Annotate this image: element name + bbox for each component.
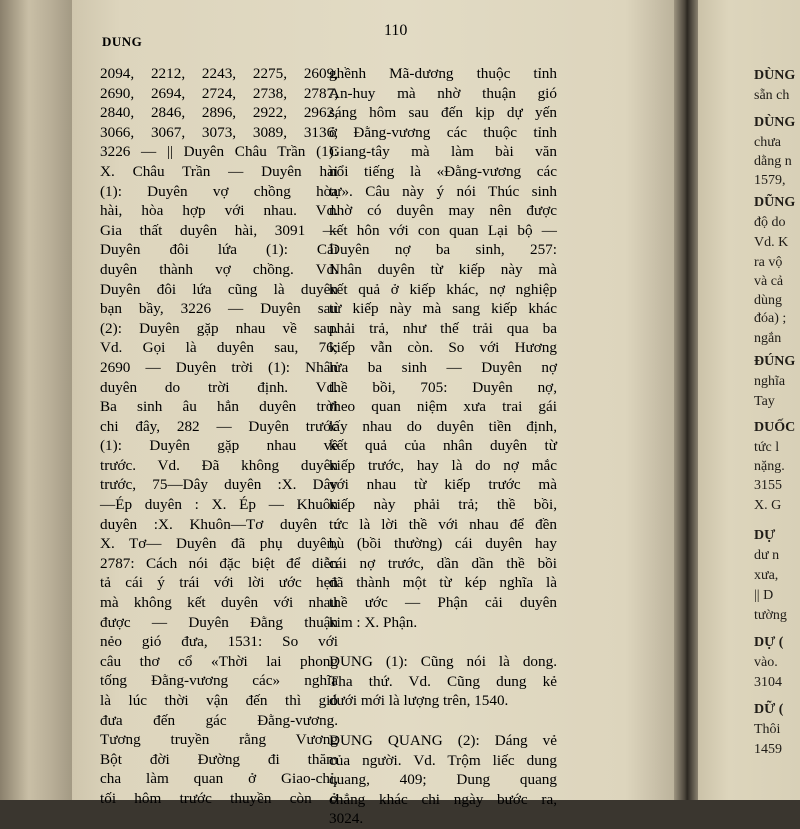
text-line: cái nợ trước, dần dần thề bồi bbox=[329, 554, 557, 572]
text-line: kiếp trước, hay là do nợ mắc bbox=[329, 456, 557, 474]
text-line: kiếp vẫn còn. So với Hương bbox=[329, 339, 557, 357]
next-page-text-line: xưa, bbox=[754, 568, 779, 583]
text-line: thề bồi, 705: Duyên nợ, bbox=[329, 378, 557, 396]
text-line: Duyên nợ ba sinh, 257: bbox=[329, 241, 557, 259]
text-line: Tương truyền rằng Vương bbox=[100, 731, 338, 749]
text-line: theo quan niệm xưa trai gái bbox=[329, 398, 557, 416]
text-line: (2): Duyên gặp nhau về sau. bbox=[100, 319, 338, 337]
text-line: cha làm quan ở Giao-chỉ, bbox=[100, 770, 338, 788]
next-page-text-line: Thôi bbox=[754, 722, 781, 737]
next-page-text-line: và cả bbox=[754, 274, 784, 289]
text-line: dưới mới là lượng trên, 1540. bbox=[329, 692, 509, 710]
next-page-text-line: tường bbox=[754, 608, 787, 623]
next-page-text-line: DỰ bbox=[754, 528, 776, 543]
text-line: 3226 — || Duyên Châu Trần (1): bbox=[100, 143, 338, 161]
text-line: mà không kết duyên với nhau bbox=[100, 594, 338, 612]
text-line: duyên :X. Khuôn—Tơ duyên : bbox=[100, 515, 338, 533]
text-line: bù (bồi thường) cái duyên hay bbox=[329, 535, 557, 553]
text-line: đưa đến gác Đằng-vương. bbox=[100, 711, 338, 729]
next-page-text-line: 3104 bbox=[754, 675, 782, 690]
text-line: nổi tiếng là «Đằng-vương các bbox=[329, 162, 557, 180]
text-line: Nhân duyên từ kiếp này mà bbox=[329, 260, 557, 278]
page-number: 110 bbox=[384, 22, 408, 39]
text-line: 3066, 3067, 3073, 3089, 3136, bbox=[100, 123, 338, 141]
text-line: được — Duyên Đằng thuận bbox=[100, 613, 338, 631]
text-line: từ kiếp này mà sang kiếp khác bbox=[329, 300, 557, 318]
next-page-text-line: DÙNG bbox=[754, 68, 796, 83]
next-page-text-line: 3155 bbox=[754, 478, 782, 493]
book-left-edge bbox=[0, 0, 72, 800]
next-page-text-line: Vd. K bbox=[754, 235, 789, 250]
text-line: nhờ có duyên may nên được bbox=[329, 202, 557, 220]
text-line: với nhau từ kiếp trước mà bbox=[329, 476, 557, 494]
next-page-text-line: Tay bbox=[754, 394, 775, 409]
text-line: ở Đằng-vương các thuộc tỉnh bbox=[329, 123, 557, 141]
text-line: tả cái ý trái với lời ước hẹn bbox=[100, 574, 338, 592]
text-line: DUNG (1): Cũng nói là dong. bbox=[329, 653, 557, 671]
text-line: tống Đằng-vương các» nghĩa bbox=[100, 672, 338, 690]
text-line: Ba sinh âu hẳn duyên trời bbox=[100, 398, 338, 416]
next-page-text-line: dằng n bbox=[754, 154, 792, 169]
entry-gap bbox=[329, 632, 557, 652]
entry-gap bbox=[329, 711, 557, 731]
next-page-text-line: độ do bbox=[754, 215, 786, 230]
next-page-text-line: DŨNG bbox=[754, 195, 796, 210]
text-line: chi đây, 282 — Duyên trước bbox=[100, 417, 338, 435]
text-line: 2690, 2694, 2724, 2738, 2787, bbox=[100, 84, 338, 102]
text-line: 2787: Cách nói đặc biệt để diễn bbox=[100, 554, 338, 572]
next-page-text-line: DÙNG bbox=[754, 115, 796, 130]
next-page-text-line: ĐÚNG bbox=[754, 354, 796, 369]
text-line: câu thơ cổ «Thời lai phong bbox=[100, 652, 338, 670]
next-page-text-line: X. G bbox=[754, 498, 782, 513]
text-line: tức là lời thề với nhau để đền bbox=[329, 515, 557, 533]
text-line: An-huy mà nhờ thuận gió bbox=[329, 84, 557, 102]
next-page-text-line: sẵn ch bbox=[754, 88, 790, 103]
column-left bbox=[100, 64, 338, 809]
text-line: tối hôm trước thuyền còn ở bbox=[100, 789, 338, 807]
text-line: duyên thành vợ chồng. Vd. bbox=[100, 260, 338, 278]
text-line: sáng hôm sau đến kịp dự yến bbox=[329, 104, 557, 122]
text-line: bạn bầy, 3226 — Duyên sau bbox=[100, 300, 338, 318]
next-page-text-line: đóa) ; bbox=[754, 311, 787, 326]
text-line: Giang-tây mà làm bài văn bbox=[329, 143, 557, 161]
next-page-text-line: ra vộ bbox=[754, 255, 783, 270]
text-line: quang, 409; Dung quang bbox=[329, 771, 557, 789]
text-line: Duyên đôi lứa cũng là duyên bbox=[100, 280, 338, 298]
text-line: kết quả ở kiếp khác, nợ nghiệp bbox=[329, 280, 557, 298]
next-page-text-line: dùng bbox=[754, 293, 782, 308]
text-line: Duyên đôi lứa (1): Cái bbox=[100, 241, 338, 259]
text-line: X. Tơ— Duyên đã phụ duyên, bbox=[100, 535, 338, 553]
book-gutter bbox=[674, 0, 698, 800]
text-line: thề ước — Phận cải duyên bbox=[329, 594, 557, 612]
text-line: 2840, 2846, 2896, 2922, 2962, bbox=[100, 104, 338, 122]
text-line: (1): Duyên vợ chồng hòa bbox=[100, 182, 338, 200]
text-line: trước, 75—Dây duyên :X. Dây bbox=[100, 476, 338, 494]
next-page-text-line: chưa bbox=[754, 135, 782, 150]
next-page-text-line: 1459 bbox=[754, 742, 782, 757]
text-line: duyên do trời định. Vd. bbox=[100, 378, 338, 396]
text-line: 2690 — Duyên trời (1): Nhân bbox=[100, 358, 338, 376]
next-page-text-line: 1579, bbox=[754, 173, 786, 188]
next-page-text-line: vào. bbox=[754, 655, 778, 670]
text-line: lửa ba sinh — Duyên nợ bbox=[329, 358, 557, 376]
text-line: DUNG QUANG (2): Dáng vẻ bbox=[329, 732, 557, 749]
text-line: kiếp này phải trả; thề bồi, bbox=[329, 496, 557, 514]
text-line: kết hôn với con quan Lại bộ — bbox=[329, 221, 557, 239]
text-line: hài, hòa hợp với nhau. Vd. bbox=[100, 202, 338, 220]
text-line: X. Châu Trần — Duyên hài bbox=[100, 162, 338, 180]
text-line: ghềnh Mã-dương thuộc tỉnh bbox=[329, 65, 557, 82]
next-page-text-line: nghĩa bbox=[754, 374, 786, 389]
text-line: 3024. bbox=[329, 810, 364, 828]
next-page-text-line: ngắn bbox=[754, 331, 782, 346]
text-line: kết quả của nhân duyên từ bbox=[329, 437, 557, 455]
text-line: đã thành một từ kép nghĩa là bbox=[329, 574, 557, 592]
next-page-text-line: nặng. bbox=[754, 459, 785, 474]
text-line: Vd. Gọi là duyên sau, 76; bbox=[100, 339, 338, 357]
text-line: là lúc thời vận đến thì gió bbox=[100, 692, 338, 709]
text-line: Tha thứ. Vd. Cũng dung kẻ bbox=[329, 672, 557, 690]
next-page-text-line: dư n bbox=[754, 548, 780, 563]
text-line: 2094, 2212, 2243, 2275, 2609, bbox=[100, 65, 338, 82]
column-middle bbox=[329, 64, 557, 829]
text-line: phải trả, như thế trải qua ba bbox=[329, 319, 557, 337]
text-line: (1): Duyên gặp nhau về bbox=[100, 437, 338, 455]
text-line: của người. Vd. Trộm liếc dung bbox=[329, 751, 557, 769]
text-line: trước. Vd. Đã không duyên bbox=[100, 456, 338, 474]
next-page-fragment bbox=[698, 0, 800, 800]
next-page-text-line: DỰ ( bbox=[754, 635, 784, 650]
text-line: nẻo gió đưa, 1531: So với bbox=[100, 633, 338, 651]
running-header-word: DUNG bbox=[102, 34, 143, 49]
text-line: kim : X. Phận. bbox=[329, 613, 418, 631]
next-page-text-line: DỮ ( bbox=[754, 702, 784, 717]
next-page-text-line: || D bbox=[754, 588, 774, 603]
text-line: tự». Câu này ý nói Thúc sinh bbox=[329, 182, 557, 200]
next-page-text-line: tức l bbox=[754, 440, 780, 455]
text-line: chẳng khác chi ngày bước ra, bbox=[329, 790, 557, 808]
text-line: Gia thất duyên hài, 3091 — bbox=[100, 221, 338, 239]
next-page-text-line: DUỐC bbox=[754, 420, 796, 435]
text-line: lấy nhau do duyên tiền định, bbox=[329, 417, 557, 435]
text-line: —Ép duyên : X. Ép — Khuôn bbox=[100, 496, 338, 514]
text-line: Bột đời Đường đi thăm bbox=[100, 750, 338, 768]
